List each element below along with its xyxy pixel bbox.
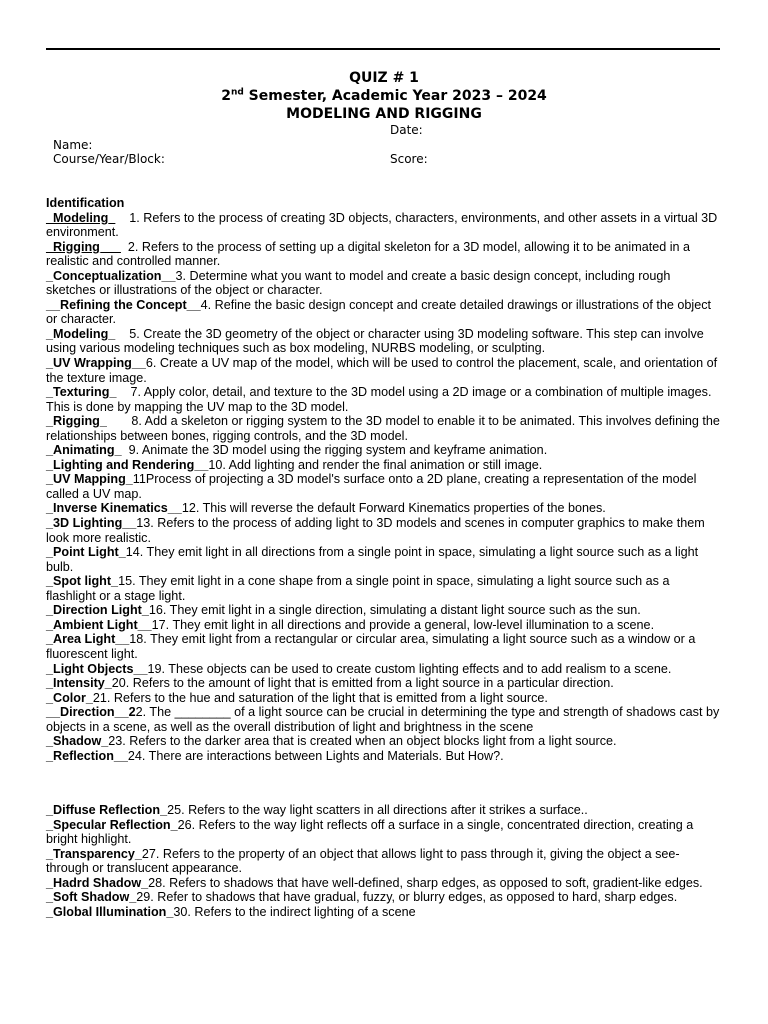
question-item (46, 803, 722, 818)
answer-text: _Modeling_ (46, 326, 116, 341)
answer-text: _Conceptualization__ (46, 268, 176, 283)
question-item (46, 545, 722, 574)
semester-text: Semester, Academic Year 2023 – 2024 (243, 88, 547, 104)
question-item (46, 749, 722, 764)
answer-text: _Shadow_ (46, 734, 109, 749)
score-field: Score: (390, 152, 428, 166)
question-text: 13. Refers to the process of adding light to 3D models and scenes in computer graphics to make them look more realistic. (46, 516, 709, 545)
answer-text: _Modeling_ (46, 210, 116, 225)
course-title: MODELING AND RIGGING (286, 106, 482, 122)
semester-superscript: nd (230, 87, 244, 98)
answer-text: _Light Objects__ (46, 661, 148, 676)
answer-text: _Intensity_ (46, 676, 112, 691)
answer-text: _Color_ (46, 690, 93, 705)
question-item (46, 603, 722, 618)
question-item (46, 298, 722, 327)
question-item (46, 705, 722, 734)
question-text: 2. Refers to the process of setting up a digital skeleton for a 3D model, allowing it to be animated in a realistic and controlled manner. (46, 239, 694, 269)
question-item (46, 414, 722, 443)
answer-text: __Refining the Concept__ (46, 297, 201, 312)
question-item (46, 443, 722, 458)
answer-text: _Rigging___ (46, 239, 121, 254)
question-text: 11Process of projecting a 3D model's surface onto a 2D plane, creating a representation of the model called a UV map. (46, 472, 700, 501)
question-item (46, 691, 722, 706)
question-text: 3. Determine what you want to model and create a basic design concept, including rough sketches or illustrations of the object or character. (46, 268, 674, 298)
question-text: 25. Refers to the way light scatters in all directions after it strikes a surface.. (167, 803, 588, 818)
answer-text: _Direction Light_ (46, 603, 149, 618)
question-text: 9. Animate the 3D model using the rigging system and keyframe animation. (121, 443, 548, 458)
question-text: 29. Refer to shadows that have gradual, fuzzy, or blurry edges, as opposed to hard, sharp edges. (136, 890, 678, 905)
quiz-header (0, 69, 768, 123)
question-text: 30. Refers to the indirect lighting of a scene (173, 904, 416, 919)
question-text: 1. Refers to the process of creating 3D objects, characters, environments, and other assets in a virtual 3D environment. (46, 210, 721, 240)
question-text: 12. This will reverse the default Forward Kinematics properties of the bones. (181, 501, 606, 516)
question-text: 15. They emit light in a cone shape from a single point in space, simulating a light source such as a flashlight or a stage light. (46, 574, 673, 603)
question-item (46, 385, 722, 414)
question-text: 5. Create the 3D geometry of the object or character using 3D modeling software. This step can involve using various modeling techniques such as box modeling, NURBS modeling, or sculpting. (46, 326, 708, 356)
question-text: 20. Refers to the amount of light that is emitted from a light source in a particular direction. (111, 676, 614, 691)
question-text: 8. Add a skeleton or rigging system to the 3D model to enable it to be animated. This involves defining the relationships between bones, rigging controls, and the 3D model. (46, 414, 724, 443)
answer-text: _Ambient Light__ (46, 617, 152, 632)
question-item (46, 240, 722, 269)
question-item (46, 632, 722, 661)
question-item (46, 905, 722, 920)
question-item (46, 574, 722, 603)
question-text: 14. They emit light in all directions from a single point in space, simulating a light source such as a light bulb. (46, 545, 702, 574)
question-item (46, 662, 722, 677)
answer-text: _Transparency_ (46, 846, 142, 861)
question-item (46, 876, 722, 891)
question-text: 17. They emit light in all directions and provide a general, low-level illumination to a scene. (151, 617, 655, 632)
identification-section (46, 196, 722, 919)
semester-ordinal: 2 (221, 88, 231, 104)
question-text: 26. Refers to the way light reflects off a surface in a single, concentrated direction, creating a bright highlight. (46, 817, 697, 847)
answer-text: _Texturing_ (46, 385, 117, 400)
question-text: 21. Refers to the hue and saturation of the light that is emitted from a light source. (92, 690, 548, 705)
course-field: Course/Year/Block: (53, 152, 165, 166)
question-item (46, 211, 722, 240)
answer-text: _Specular Reflection_ (46, 817, 178, 832)
question-text: 10. Add lighting and render the final animation or still image. (208, 457, 543, 472)
date-field: Date: (390, 123, 423, 137)
question-item (46, 890, 722, 905)
answer-text: _3D Lighting__ (46, 516, 137, 531)
question-text: 18. They emit light from a rectangular or circular area, simulating a light source such as a window or a fluorescent light. (46, 632, 699, 661)
quiz-title: QUIZ # 1 (349, 70, 419, 86)
question-text: 2. The ________ of a light source can be crucial in determining the type and strength of shadows cast by objects in a scene, as well as the overall distribution of light and brightness in the scene (46, 705, 723, 734)
question-item (46, 356, 722, 385)
question-item (46, 458, 722, 473)
question-item (46, 676, 722, 691)
question-text: 7. Apply color, detail, and texture to the 3D model using a 2D image or a combination of multiple images. This is done by mapping the UV map to the 3D model. (46, 385, 715, 414)
question-item (46, 818, 722, 847)
answer-text: _Soft Shadow_ (46, 890, 137, 905)
question-text: 6. Create a UV map of the model, which will be used to control the placement, scale, and orientation of the texture image. (46, 356, 721, 385)
question-text: 27. Refers to the property of an object that allows light to pass through it, giving the object a see-through or translucent appearance. (46, 846, 680, 876)
question-text: 23. Refers to the darker area that is created when an object blocks light from a light source. (108, 734, 617, 749)
question-item (46, 516, 722, 545)
answer-text: _Lighting and Rendering__ (46, 457, 209, 472)
answer-text: _UV Wrapping__ (46, 356, 146, 371)
answer-text: _Area Light__ (46, 632, 130, 647)
answer-text: _Inverse Kinematics__ (46, 501, 182, 516)
question-item (46, 734, 722, 749)
answer-text: _Hadrd Shadow_ (46, 875, 149, 890)
answer-text: _Reflection__ (46, 748, 128, 763)
question-item (46, 472, 722, 501)
question-text: 4. Refine the basic design concept and create detailed drawings or illustrations of the object or character. (46, 297, 715, 327)
question-item (46, 501, 722, 516)
question-text: 28. Refers to shadows that have well-defined, sharp edges, as opposed to soft, gradient-like edges. (148, 875, 703, 890)
question-text: 24. There are interactions between Lights and Materials. But How?. (127, 748, 504, 763)
question-text: 19. These objects can be used to create custom lighting effects and to add realism to a scene. (147, 661, 672, 676)
blank-line (46, 776, 722, 791)
semester-line (0, 87, 768, 105)
question-item (46, 327, 722, 356)
answer-text: _Spot light_ (46, 574, 119, 589)
answer-text: _Rigging_ (46, 414, 107, 429)
question-text: 16. They emit light in a single direction, simulating a distant light source such as the sun. (148, 603, 641, 618)
top-rule (46, 48, 720, 50)
answer-text: __Direction__2 (46, 705, 136, 720)
answer-text: _Diffuse Reflection_ (46, 803, 168, 818)
question-item (46, 847, 722, 876)
name-field: Name: (53, 138, 93, 152)
answer-text: _Point Light_ (46, 545, 126, 560)
answer-text: _UV Mapping_ (46, 472, 133, 487)
section-title: Identification (46, 196, 125, 210)
question-list (46, 211, 722, 920)
question-item (46, 269, 722, 298)
answer-text: _Global Illumination_ (46, 904, 174, 919)
answer-text: _Animating_ (46, 443, 122, 458)
question-item (46, 618, 722, 633)
